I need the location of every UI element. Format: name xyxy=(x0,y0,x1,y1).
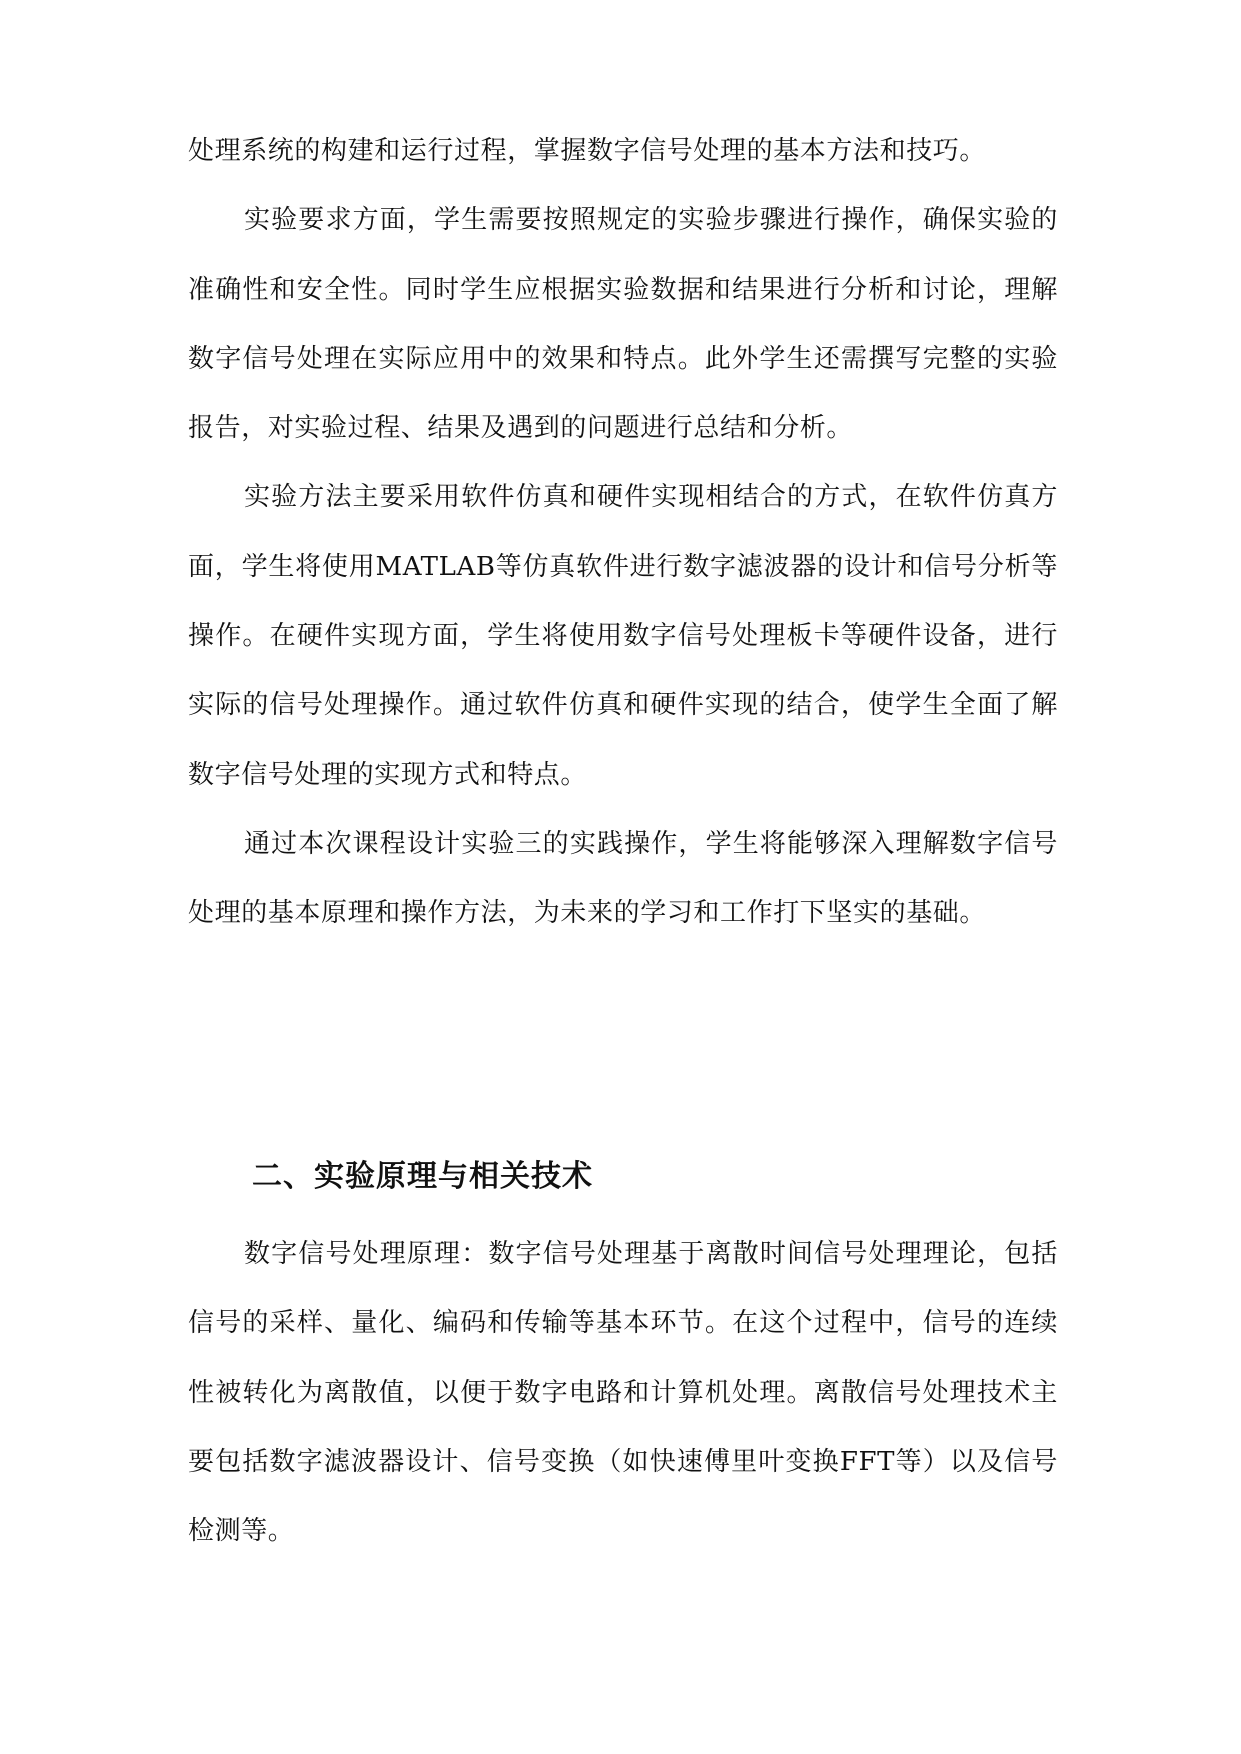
paragraph-continuation: 处理系统的构建和运行过程，掌握数字信号处理的基本方法和技巧。 xyxy=(188,136,987,166)
section-heading: 二、实验原理与相关技术 xyxy=(252,1159,593,1194)
paragraph-requirements: 实验要求方面，学生需要按照规定的实验步骤进行操作，确保实验的准确性和安全性。同时学生应根据实验数据和结果进行分析和讨论，理解数字信号处理在实际应用中的效果和特点。此外学生还需撰写完整的实验报告，对实验过程、结果及遇到的问题进行总结和分析。 xyxy=(188,205,1058,444)
paragraph-conclusion: 通过本次课程设计实验三的实践操作，学生将能够深入理解数字信号处理的基本原理和操作方法，为未来的学习和工作打下坚实的基础。 xyxy=(188,828,1058,929)
body-text-top xyxy=(188,117,1058,949)
body-text-bottom xyxy=(188,1220,1058,1566)
paragraph-dsp-principle: 数字信号处理原理：数字信号处理基于离散时间信号处理理论，包括信号的采样、量化、编码和传输等基本环节。在这个过程中，信号的连续性被转化为离散值，以便于数字电路和计算机处理。离散信号处理技术主要包括数字滤波器设计、信号变换（如快速傅里叶变换FFT等）以及信号检测等。 xyxy=(188,1239,1058,1547)
paragraph-methods: 实验方法主要采用软件仿真和硬件实现相结合的方式，在软件仿真方面，学生将使用MATLAB等仿真软件进行数字滤波器的设计和信号分析等操作。在硬件实现方面，学生将使用数字信号处理板卡等硬件设备，进行实际的信号处理操作。通过软件仿真和硬件实现的结合，使学生全面了解数字信号处理的实现方式和特点。 xyxy=(188,482,1058,790)
